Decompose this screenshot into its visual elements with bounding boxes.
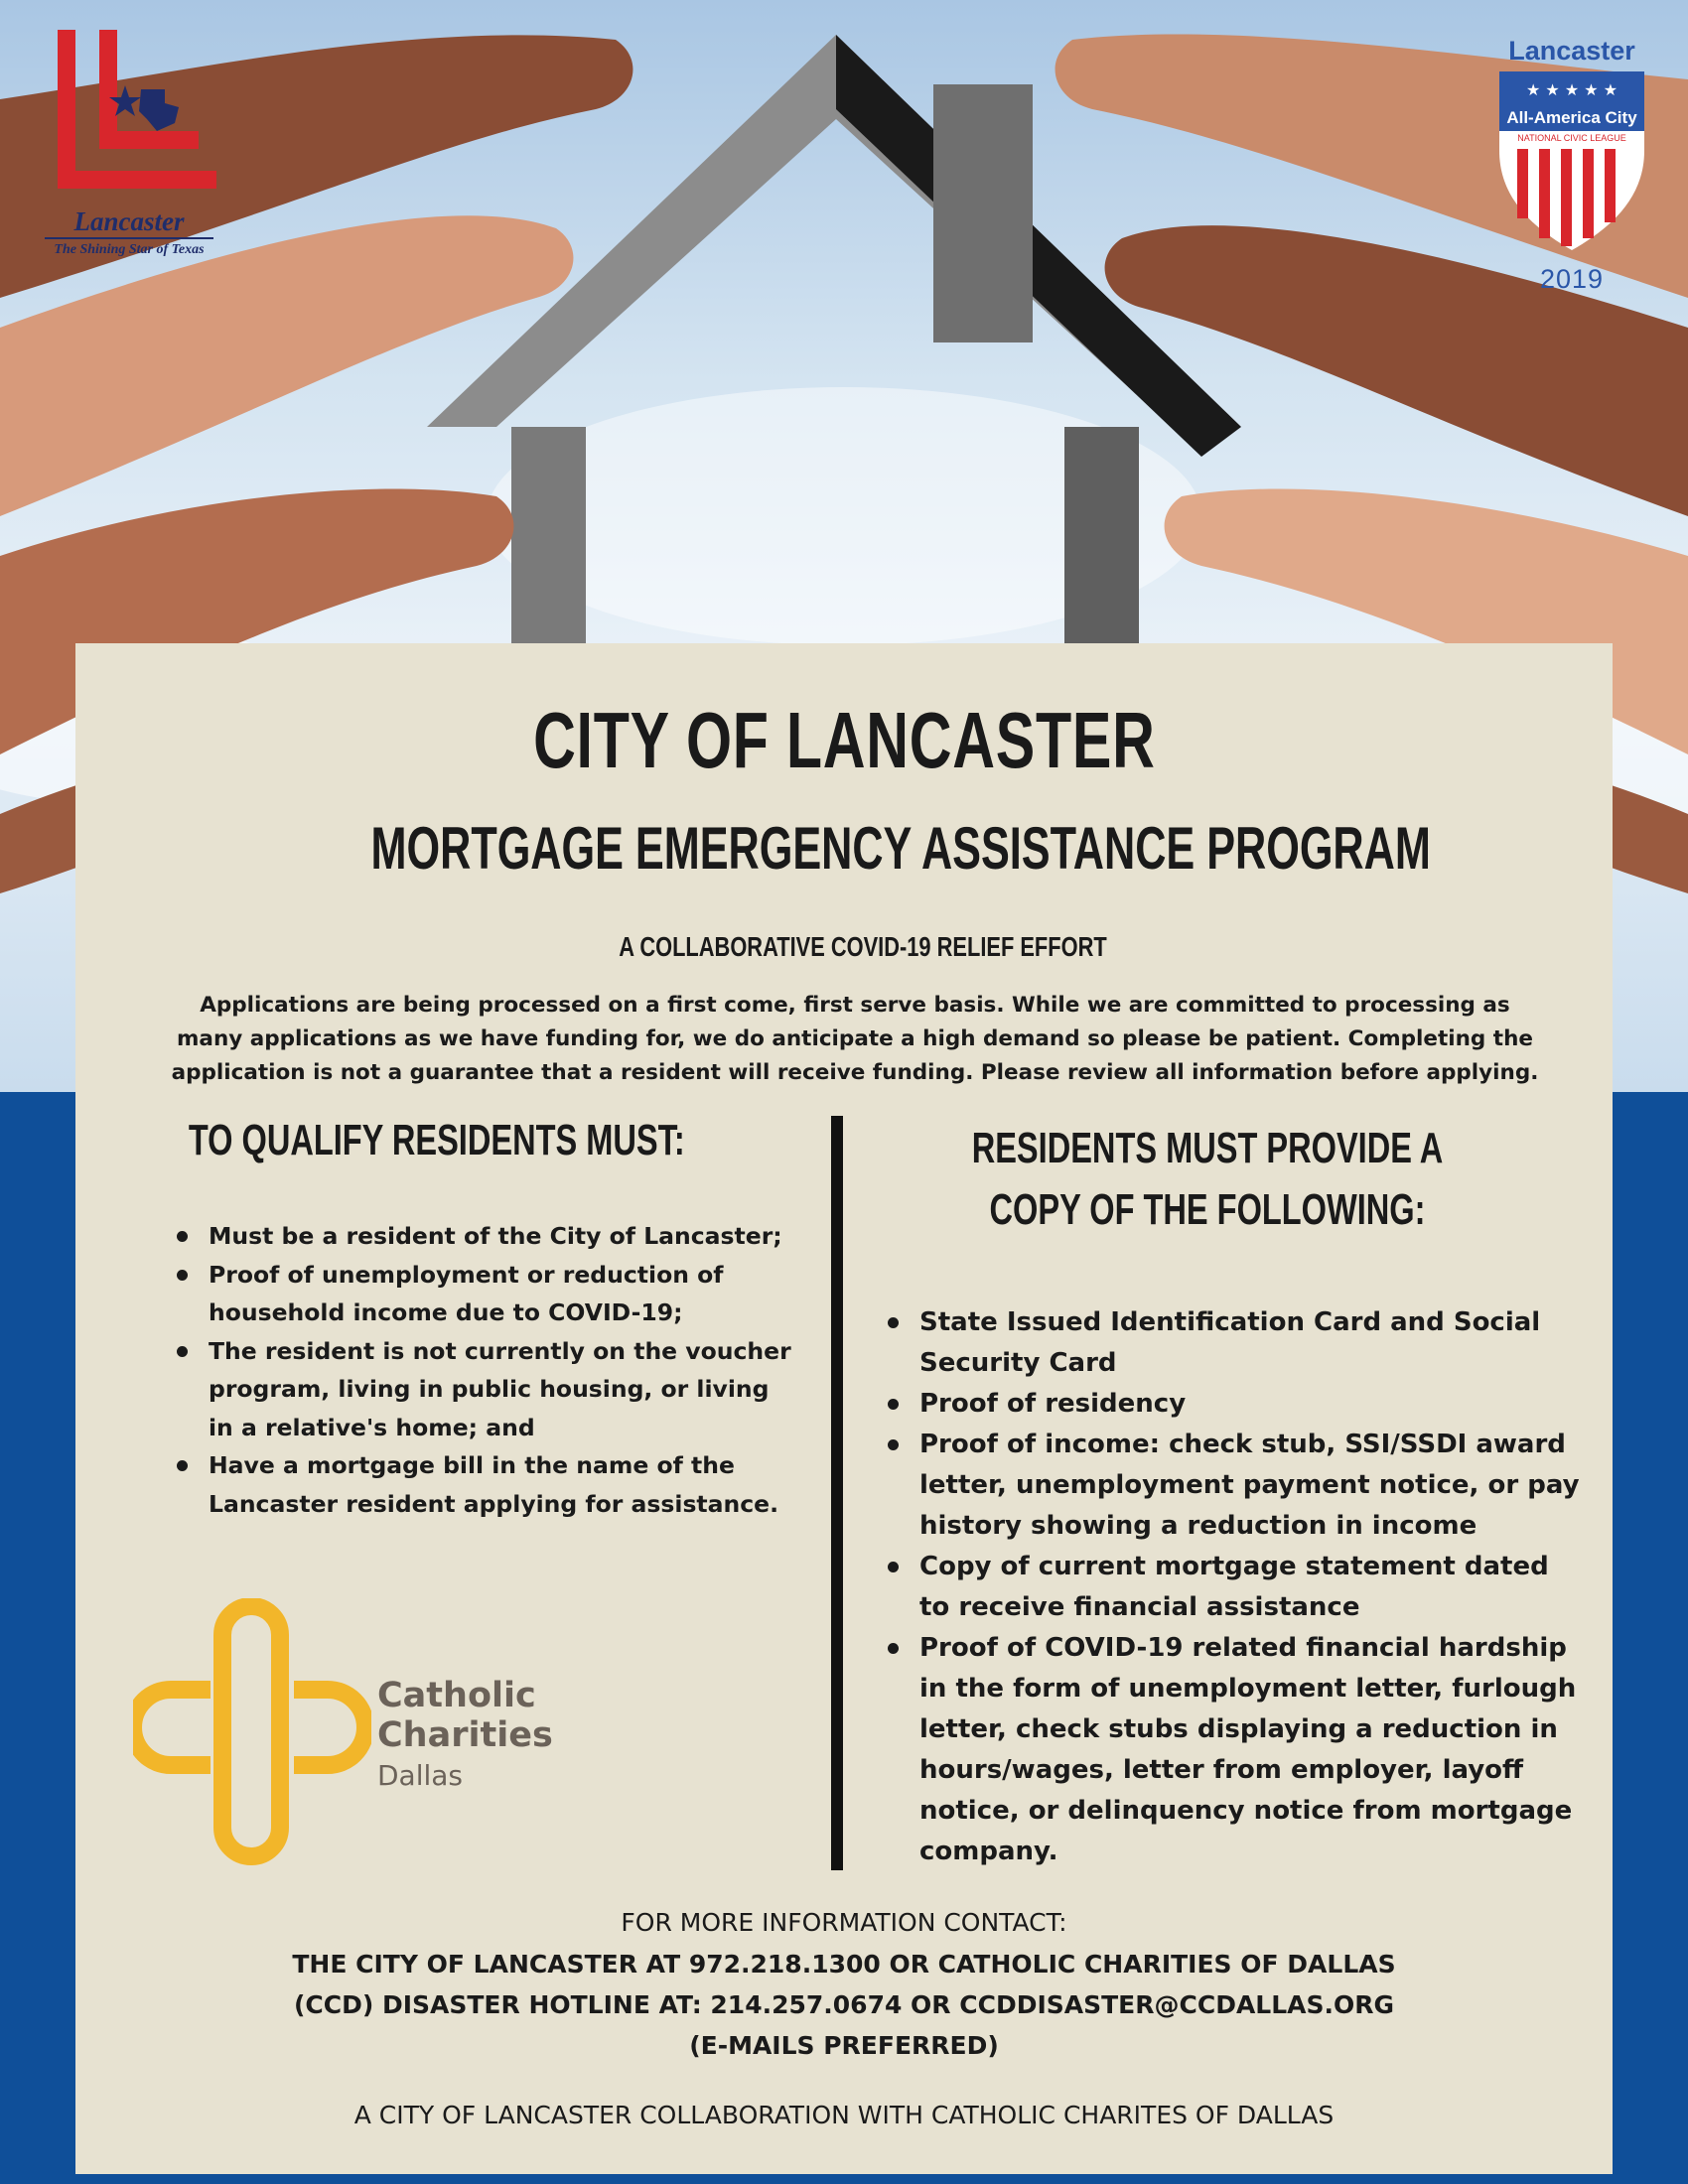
footer-text: A CITY OF LANCASTER COLLABORATION WITH CATHOLIC CHARITES OF DALLAS	[353, 2101, 1335, 2129]
list-item: Have a mortgage bill in the name of the Lancaster resident applying for assistance.	[161, 1446, 796, 1523]
lancaster-ll-star-icon	[30, 28, 228, 206]
list-item: State Issued Identification Card and Social Security Card	[872, 1302, 1587, 1384]
ccd-logo-line1: Catholic	[377, 1676, 536, 1715]
documents-list	[872, 1302, 1587, 1872]
list-item: The resident is not currently on the voucher program, living in public housing, or living in a relative's home; and	[161, 1332, 796, 1447]
content-panel	[75, 643, 1613, 2174]
column-divider	[831, 1116, 843, 1870]
documents-heading: RESIDENTS MUST PROVIDE A COPY OF THE FOLLOWING:	[971, 1124, 1444, 1234]
all-america-banner: All-America City	[1506, 108, 1637, 127]
intro-paragraph: Applications are being processed on a first come, first serve basis. While we are committed to processing as many applications as we have funding for, we do anticipate a high demand so please be patient. Completing the application is not a guarantee that a resident will receive funding. Please review all information before applying.	[171, 993, 1539, 1085]
list-item: Proof of COVID-19 related financial hardship in the form of unemployment letter, furlough letter, check stubs displaying a reduction in hours/wages, letter from employer, layoff notice, or delinquency notice from mortgage company.	[872, 1628, 1587, 1872]
list-item: Proof of income: check stub, SSI/SSDI award letter, unemployment payment notice, or pay history showing a reduction in income	[872, 1425, 1587, 1547]
ccd-logo-line2: Charities	[377, 1715, 553, 1755]
program-subtitle: MORTGAGE EMERGENCY ASSISTANCE PROGRAM	[370, 815, 1431, 882]
qualify-heading: TO QUALIFY RESIDENTS MUST:	[189, 1116, 685, 1164]
lancaster-logo-name: Lancaster	[45, 206, 213, 239]
lancaster-logo-motto: The Shining Star of Texas	[54, 242, 205, 257]
all-america-league: NATIONAL CIVIC LEAGUE	[1517, 133, 1626, 143]
list-item: Proof of residency	[872, 1384, 1587, 1425]
all-america-brand: Lancaster	[1508, 36, 1635, 66]
all-america-year: 2019	[1539, 264, 1605, 294]
tagline: A COLLABORATIVE COVID-19 RELIEF EFFORT	[619, 931, 1107, 962]
all-america-city-logo	[1487, 36, 1666, 304]
list-item: Proof of unemployment or reduction of household income due to COVID-19;	[161, 1256, 796, 1332]
list-item: Copy of current mortgage statement dated to receive financial assistance	[872, 1547, 1587, 1628]
all-america-shield-icon	[1487, 71, 1656, 270]
contact-details: THE CITY OF LANCASTER AT 972.218.1300 OR CATHOLIC CHARITIES OF DALLAS (CCD) DISASTER HOTLINE AT: 214.257.0674 OR CCDDISASTER@CCDALLAS.ORG (E-MAILS PREFERRED)	[292, 1950, 1396, 2060]
ccd-logo-line3: Dallas	[377, 1759, 464, 1792]
qualify-list	[161, 1217, 796, 1523]
page-title: CITY OF LANCASTER	[532, 696, 1156, 784]
contact-section	[75, 1902, 1613, 2066]
catholic-charities-logo	[133, 1598, 649, 1856]
lancaster-logo	[30, 28, 228, 266]
ccd-cross-icon	[133, 1598, 371, 1866]
list-item: Must be a resident of the City of Lancaster;	[161, 1217, 796, 1256]
svg-text:★ ★ ★ ★ ★: ★ ★ ★ ★ ★	[1525, 80, 1618, 99]
contact-label: FOR MORE INFORMATION CONTACT:	[621, 1908, 1067, 1937]
